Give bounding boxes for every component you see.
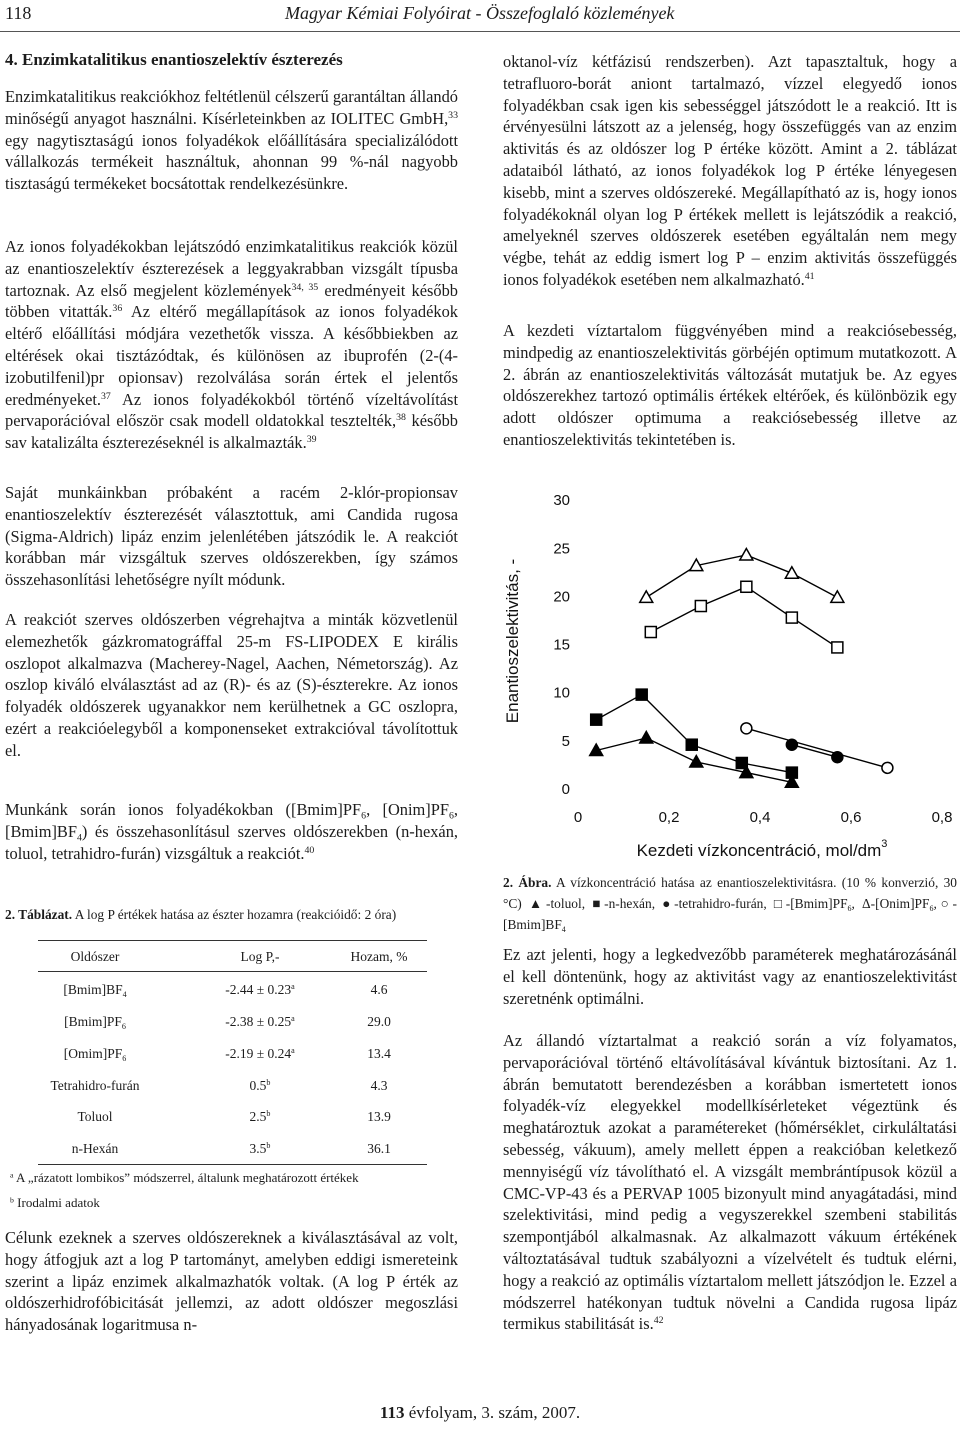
- text-run: ,○-[Bmim]BF: [503, 896, 957, 932]
- subscript: 6: [448, 810, 454, 822]
- solvent-name: [Omim]PF: [63, 1046, 123, 1061]
- superscript: 36: [112, 303, 123, 315]
- table-header-cell: Log P,-: [240, 949, 280, 964]
- table-header-row: [38, 946, 427, 968]
- superscript: 41: [804, 271, 815, 283]
- enantioselectivity-chart: [503, 478, 958, 870]
- y-axis-label: Enantioszelektivitás, -: [503, 558, 522, 724]
- table-row: [38, 1075, 427, 1097]
- data-point-square-open: [741, 581, 752, 592]
- table-cell-yield: 13.9: [367, 1109, 391, 1124]
- data-point-circle-open: [741, 723, 752, 734]
- body-paragraph: [503, 320, 957, 451]
- solvent-name: n-Hexán: [71, 1141, 119, 1156]
- text-run: Munkánk során ionos folyadékokban ([Bmim]PF: [5, 800, 362, 819]
- data-point-square-open: [645, 627, 656, 638]
- table-bottom-rule: [38, 1164, 427, 1165]
- series-line-circle-open: [746, 728, 887, 768]
- subscript: 4: [561, 924, 566, 934]
- table-cell-solvent: [38, 1138, 152, 1160]
- text-run: Saját munkáinkban próbaként a racém 2-klór-propionsav enantioszelektív észterezését választottuk, ami Candida rugosa (Sigma-Aldrich) lipáz enzim jelenlétében játszódik le. A reakciót korábban már vizsgáltuk szerves oldószerekben, így számos összehasonlítási lehetőségre nyílt módunk.: [5, 483, 458, 590]
- superscript: b: [10, 1195, 14, 1205]
- text-run: Irodalmi adatok: [13, 1195, 100, 1210]
- issue-footer: [0, 1403, 960, 1423]
- subscript: 4: [76, 832, 82, 844]
- data-point-triangle-open: [640, 591, 653, 603]
- text-run: A reakciót szerves oldószerben végrehajtva a minták közvetlenül elemezhetők gázkromatográffal 25-m FS-LIPODEX E királis oszlopot alkalmazva (Macherey-Nagel, Aachen, Németország). Az oszlop kiváló elválasztást ad az (R)- és az (S)-észterekre. Az ionos folyadék oldószerek ugyanakkor nem kerülhetnek a GC oszlopra, ezért a reakcióelegyből a komponenseket extrakcióval távolítottuk el.: [5, 610, 458, 760]
- body-paragraph: [5, 799, 458, 864]
- data-point-circle-open: [882, 762, 893, 773]
- solvent-subscript: 6: [122, 1053, 127, 1063]
- table-header-cell: Hozam, %: [350, 949, 408, 964]
- superscript: 34, 35: [291, 281, 319, 293]
- x-axis-label-superscript: 3: [881, 838, 888, 850]
- logp-note: a: [291, 1046, 295, 1056]
- logp-note: a: [291, 1014, 295, 1024]
- logp-note: b: [266, 1109, 271, 1119]
- table-row: [38, 1043, 427, 1065]
- data-point-circle-filled: [832, 752, 843, 763]
- text-run: Az ionos folyadékokból történő vízeltávolítást pervaporációval először csak modell oldatokkal tesztelték,: [5, 389, 458, 431]
- data-point-square-filled: [636, 689, 647, 700]
- header-rule: [0, 31, 960, 32]
- text-run: Az eltérő megállapítások az ionos folyadékok eltérő előállítási módjára vezethetők vissza. A későbbiekben az eltérések okai tisztázódtak, és különösen az ibuprofén (2-(4-izobutilfenil)pr opionsav) rezolválása során értek el jelentős eredményeket.: [5, 302, 458, 409]
- body-paragraph: [5, 1227, 458, 1336]
- data-point-square-filled: [736, 757, 747, 768]
- text-run: oktanol-víz kétfázisú rendszerben). Azt tapasztaltuk, hogy a tetrafluoro-borát aniont tartalmazó, vízzel elegyedő ionos folyadékban csak igen kis sebességgel játszódott le a reakció. Itt is érvényesülni látszott az a jelenség, hogy összefüggés van az enzim aktivitás és az oldószer log P értéke között. Amint a 2. táblázat adataiból látható, az ionos folyadékok log P értéke lényegesen kisebb, mint a szerves oldószereké. Megállapítható az is, hogy ionos folyadékoknál olyan log P értékek mellett is lejátszódik a reakció, amelyeknél szerves oldószerek esetében egyáltalán nem megy végbe, tehát az eddig ismert log P – enzim aktivitás összefüggés ionos folyadékok esetében nem alkalmazható.: [503, 52, 957, 289]
- subscript: 6: [361, 810, 367, 822]
- x-tick-label: 0,2: [658, 809, 680, 826]
- table-top-rule: [38, 940, 427, 941]
- x-tick-label: 0: [573, 809, 583, 826]
- table-cell-solvent: [38, 979, 152, 1001]
- data-point-square-filled: [686, 739, 697, 750]
- table-footnote: [10, 1170, 359, 1186]
- data-point-circle-filled: [786, 739, 797, 750]
- x-tick-label: 0,6: [840, 809, 862, 826]
- logp-value: 2.5: [249, 1109, 267, 1124]
- table-cell-yield: 4.6: [370, 982, 388, 997]
- logp-note: b: [266, 1078, 271, 1088]
- x-axis-label-text: Kezdeti vízkoncentráció, mol/dm: [636, 841, 882, 860]
- table-cell-solvent: [38, 1075, 152, 1097]
- table-cell-logp: [198, 1011, 322, 1033]
- logp-note: a: [291, 982, 295, 992]
- table-cell-logp: [198, 1106, 322, 1128]
- series-line-circle-filled: [792, 745, 837, 758]
- data-point-triangle-filled: [640, 731, 653, 743]
- table-caption: [5, 904, 458, 925]
- x-tick-label: 0,4: [749, 809, 771, 826]
- table-row: [38, 1011, 427, 1033]
- table-cell-logp: [198, 1138, 322, 1160]
- text-run: Az ionos folyadékokban lejátszódó enzimkatalitikus reakciók közül az enantioszelektív észterezések a leggyakrabban vizsgált típusba tartoznak. Az első megjelent közlemények: [5, 237, 458, 300]
- figure-caption: [503, 872, 957, 935]
- bold-label: 2. Táblázat.: [5, 907, 73, 922]
- solvent-subscript: 6: [121, 1021, 126, 1031]
- y-tick-label: 20: [553, 588, 570, 606]
- series-line-square-open: [651, 587, 838, 648]
- superscript: 40: [304, 844, 315, 856]
- solvent-name: [Bmim]BF: [63, 982, 123, 997]
- table-row: [38, 1106, 427, 1128]
- data-point-square-open: [786, 612, 797, 623]
- text-run: A kezdeti víztartalom függvényében mind a reakciósebesség, mindpedig az enantioszelektivitás görbéjén optimum mutatkozott. A 2. ábrán az enantioszelektivitás változását mutatjuk be. Az egyes oldószerekhez tartozó optimális értékek eltérőek, és különbözik egy adott oldószer optimuma a reakciósebesség illetve az enantioszelektivitás tekintetében is.: [503, 321, 957, 449]
- text-run: ) és összehasonlításul szerves oldószerekben (n-hexán, toluol, tetrahidro-furán) vizsgáltuk a reakciót.: [5, 821, 458, 863]
- solvent-name: Toluol: [77, 1109, 113, 1124]
- superscript: 38: [396, 412, 406, 424]
- solvent-subscript: 4: [122, 989, 127, 999]
- solvent-name: Tetrahidro-furán: [50, 1078, 140, 1093]
- table-cell-yield: 36.1: [367, 1141, 391, 1156]
- superscript: 37: [101, 390, 111, 402]
- table-cell-logp: [198, 1043, 322, 1065]
- data-point-triangle-open: [831, 591, 844, 603]
- text-run: , [Bmim]BF: [5, 800, 458, 841]
- body-paragraph: [503, 51, 957, 291]
- y-tick-label: 10: [553, 684, 570, 702]
- data-point-square-open: [695, 601, 706, 612]
- text-run: A vízkoncentráció hatása az enantioszelektivitásra. (10 % konverzió, 30 °C) ▲-toluol, ■-n-hexán, ●-tetrahidro-furán, □-[Bmim]PF: [503, 875, 957, 911]
- logp-value: -2.19 ± 0.24: [225, 1046, 292, 1061]
- x-tick-label: 0,8: [931, 809, 953, 826]
- text-run: eredményeit később többen vitatták.: [5, 280, 458, 322]
- logp-value: -2.38 ± 0.25: [225, 1014, 292, 1029]
- data-point-triangle-open: [740, 548, 753, 560]
- table-row: [38, 1138, 427, 1160]
- text-run: évfolyam, 3. szám, 2007.: [404, 1403, 581, 1422]
- data-point-square-open: [832, 642, 843, 653]
- y-tick-label: 25: [553, 540, 570, 558]
- data-point-triangle-open: [785, 567, 798, 579]
- table-cell-solvent: [38, 1011, 152, 1033]
- superscript: 33: [448, 109, 458, 121]
- data-point-square-filled: [786, 767, 797, 778]
- text-run: Enzimkatalitikus reakciókhoz feltétlenül célszerű garantáltan állandó minőségű anyagot használni. Kísérleteinkben az IOLITEC GmbH,: [5, 87, 458, 128]
- y-tick-label: 0: [561, 781, 570, 798]
- section-heading: 4. Enzimkatalitikus enantioszelektív észterezés: [5, 50, 343, 69]
- data-table: [38, 938, 427, 1168]
- text-run: egy nagytisztaságú ionos folyadékok előállítására specializálódott vállalkozás termékeit használtuk, ahonnan 99 %-nál nagyobb tisztaságú termékeket bocsátottak rendelkezésünkre.: [5, 130, 458, 194]
- y-tick-label: 15: [553, 636, 570, 654]
- superscript: 42: [653, 1315, 664, 1327]
- table-cell-yield: 29.0: [367, 1014, 391, 1029]
- text-run: Ez azt jelenti, hogy a legkedvezőbb paraméterek meghatározásánál el kell döntenünk, hogy az aktivitást vagy az enantioszelektivitást szeretnénk optimálni.: [503, 945, 957, 1008]
- table-cell-logp: [198, 1075, 322, 1097]
- bold-label: 2. Ábra.: [503, 875, 552, 890]
- text-run: A log P értékek hatása az észter hozamra (reakcióidő: 2 óra): [72, 907, 397, 922]
- logp-value: -2.44 ± 0.23: [225, 982, 292, 997]
- journal-title: Magyar Kémiai Folyóirat - Összefoglaló közlemények: [285, 3, 675, 23]
- x-axis-label: [637, 838, 888, 860]
- text-run: , [Onim]PF: [366, 800, 449, 819]
- table-cell-solvent: [38, 1043, 152, 1065]
- bold-label: 113: [379, 1403, 405, 1422]
- page-number: 118: [5, 3, 32, 23]
- table-header-cell: Oldószer: [70, 949, 120, 964]
- y-tick-label: 5: [561, 732, 570, 750]
- text-run: Az állandó víztartalmat a reakció során a víz folyamatos, pervaporációval történő eltávolításával kívántuk biztosítani. Az 1. ábrán bemutatott berendezésben a korábban ismertetett ionos folyadék-víz elegyekkel modellkísérleteket végeztünk és meghatároztuk azokat a paramétereket (hőmérséklet, cirkuláltatási sebesség, vákuum), amely mellett éppen a reakcióban keletkező mennyiségű víz távolítható el. A vizsgált membrántípusok közül a CMC-VP-43 és a PERVAP 1005 bizonyult mind anyagátadási, mind szelektivitási, mind pedig a vegyszerekkel szembeni stabilitás szempontjából alkalmasnak. Az alkalmazott vákuum értékének változtatásával tudtuk szabályozni a vízelvételt és tudtuk elérni, hogy a reakció az optimális víztartalom mellett játszódjon le. Ezzel a módszerrel hatékonyan tudtuk növelni a Candida rugosa lipáz termikus stabilitását is.: [503, 1031, 957, 1334]
- superscript: 39: [306, 434, 317, 446]
- table-cell-solvent: [38, 1106, 152, 1128]
- subscript: 6: [929, 903, 934, 913]
- data-point-triangle-filled: [690, 756, 703, 768]
- y-tick-label: 30: [553, 492, 570, 510]
- text-run: A „rázatott lombikos” módszerrel, általunk meghatározott értékek: [13, 1170, 359, 1185]
- table-cell-yield: 4.3: [370, 1078, 388, 1093]
- table-footnote: [10, 1195, 100, 1211]
- logp-note: b: [266, 1141, 271, 1151]
- body-paragraph: [5, 609, 458, 762]
- table-header-rule: [38, 971, 427, 972]
- body-paragraph: [503, 944, 957, 1009]
- superscript: a: [10, 1170, 14, 1180]
- text-run: később sav katalizálta észterezéseknél is alkalmazták.: [5, 411, 458, 453]
- table-cell-logp: [198, 979, 322, 1001]
- text-run: Célunk ezeknek a szerves oldószereknek a kiválasztásával az volt, hogy átfogjuk azt a log P tartományt, amelyben eddigi ismereteink szerint a lipáz enzimek alkalmazhatók voltak. (A log P érték az oldószerhidrofóbicitását jellemzi, az adott oldószer megoszlási hányadosának logaritmusa n-: [5, 1228, 458, 1335]
- text-run: , Δ-[Onim]PF: [851, 896, 930, 911]
- logp-value: 0.5: [249, 1078, 267, 1093]
- body-paragraph: [503, 1030, 957, 1335]
- subscript: 6: [847, 903, 852, 913]
- body-paragraph: [5, 86, 458, 195]
- table-cell-yield: 13.4: [367, 1046, 391, 1061]
- logp-value: 3.5: [249, 1141, 267, 1156]
- data-point-square-filled: [591, 714, 602, 725]
- body-paragraph: [5, 482, 458, 591]
- solvent-name: [Bmim]PF: [64, 1014, 122, 1029]
- table-row: [38, 979, 427, 1001]
- body-paragraph: [5, 236, 458, 454]
